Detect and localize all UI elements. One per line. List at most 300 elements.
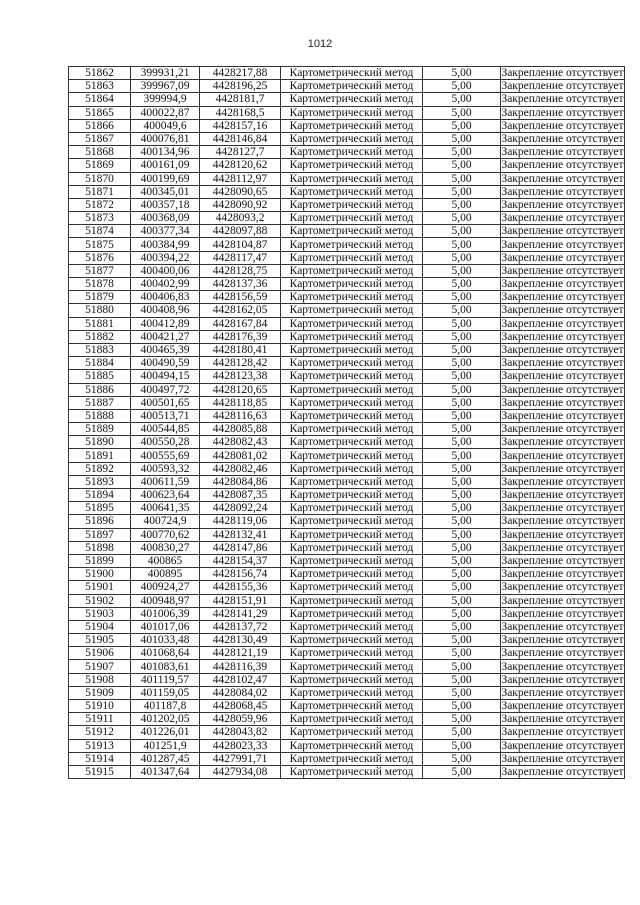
point-number-cell: 51874 (69, 225, 131, 238)
table-row (69, 317, 625, 330)
point-number-cell: 51868 (69, 146, 131, 159)
method-cell: Картометрический метод (281, 568, 423, 581)
fixation-note-cell: Закрепление отсутствует (501, 251, 624, 264)
method-cell: Картометрический метод (281, 700, 423, 713)
table-row (69, 581, 625, 594)
fixation-note-cell: Закрепление отсутствует (501, 620, 624, 633)
y-coordinate-cell: 4428120,62 (200, 159, 281, 172)
table-row (69, 436, 625, 449)
point-number-cell: 51887 (69, 396, 131, 409)
point-number-cell: 51872 (69, 198, 131, 211)
method-cell: Картометрический метод (281, 686, 423, 699)
accuracy-cell: 5,00 (423, 304, 501, 317)
x-coordinate-cell: 401083,61 (131, 660, 200, 673)
x-coordinate-cell: 400357,18 (131, 198, 200, 211)
accuracy-cell: 5,00 (423, 475, 501, 488)
y-coordinate-cell: 4428119,06 (200, 515, 281, 528)
x-coordinate-cell: 400550,28 (131, 436, 200, 449)
x-coordinate-cell: 400465,39 (131, 343, 200, 356)
y-coordinate-cell: 4428120,65 (200, 383, 281, 396)
method-cell: Картометрический метод (281, 93, 423, 106)
method-cell: Картометрический метод (281, 554, 423, 567)
fixation-note-cell: Закрепление отсутствует (501, 264, 624, 277)
table-row (69, 119, 625, 132)
fixation-note-cell: Закрепление отсутствует (501, 383, 624, 396)
table-row (69, 594, 625, 607)
table-row (69, 475, 625, 488)
method-cell: Картометрический метод (281, 489, 423, 502)
coordinates-table-body (69, 67, 625, 779)
x-coordinate-cell: 400948,97 (131, 594, 200, 607)
x-coordinate-cell: 399931,21 (131, 67, 200, 80)
x-coordinate-cell: 400641,35 (131, 502, 200, 515)
point-number-cell: 51913 (69, 739, 131, 752)
fixation-note-cell: Закрепление отсутствует (501, 330, 624, 343)
fixation-note-cell: Закрепление отсутствует (501, 146, 624, 159)
y-coordinate-cell: 4428082,46 (200, 462, 281, 475)
y-coordinate-cell: 4428116,63 (200, 409, 281, 422)
point-number-cell: 51915 (69, 765, 131, 778)
method-cell: Картометрический метод (281, 713, 423, 726)
accuracy-cell: 5,00 (423, 106, 501, 119)
point-number-cell: 51871 (69, 185, 131, 198)
accuracy-cell: 5,00 (423, 225, 501, 238)
accuracy-cell: 5,00 (423, 383, 501, 396)
fixation-note-cell: Закрепление отсутствует (501, 541, 624, 554)
point-number-cell: 51898 (69, 541, 131, 554)
method-cell: Картометрический метод (281, 634, 423, 647)
x-coordinate-cell: 400412,89 (131, 317, 200, 330)
accuracy-cell: 5,00 (423, 568, 501, 581)
accuracy-cell: 5,00 (423, 185, 501, 198)
fixation-note-cell: Закрепление отсутствует (501, 660, 624, 673)
point-number-cell: 51912 (69, 726, 131, 739)
x-coordinate-cell: 399994,9 (131, 93, 200, 106)
table-row (69, 67, 625, 80)
accuracy-cell: 5,00 (423, 752, 501, 765)
table-row (69, 607, 625, 620)
fixation-note-cell: Закрепление отсутствует (501, 489, 624, 502)
table-row (69, 357, 625, 370)
x-coordinate-cell: 401226,01 (131, 726, 200, 739)
method-cell: Картометрический метод (281, 765, 423, 778)
y-coordinate-cell: 4428085,88 (200, 423, 281, 436)
fixation-note-cell: Закрепление отсутствует (501, 436, 624, 449)
accuracy-cell: 5,00 (423, 251, 501, 264)
y-coordinate-cell: 4428154,37 (200, 554, 281, 567)
accuracy-cell: 5,00 (423, 700, 501, 713)
fixation-note-cell: Закрепление отсутствует (501, 752, 624, 765)
table-row (69, 80, 625, 93)
x-coordinate-cell: 400724,9 (131, 515, 200, 528)
y-coordinate-cell: 4428102,47 (200, 673, 281, 686)
fixation-note-cell: Закрепление отсутствует (501, 304, 624, 317)
y-coordinate-cell: 4428147,86 (200, 541, 281, 554)
y-coordinate-cell: 4428118,85 (200, 396, 281, 409)
point-number-cell: 51865 (69, 106, 131, 119)
point-number-cell: 51901 (69, 581, 131, 594)
point-number-cell: 51862 (69, 67, 131, 80)
x-coordinate-cell: 400611,59 (131, 475, 200, 488)
x-coordinate-cell: 400384,99 (131, 238, 200, 251)
table-row (69, 159, 625, 172)
table-row (69, 278, 625, 291)
accuracy-cell: 5,00 (423, 172, 501, 185)
point-number-cell: 51863 (69, 80, 131, 93)
method-cell: Картометрический метод (281, 330, 423, 343)
fixation-note-cell: Закрепление отсутствует (501, 594, 624, 607)
accuracy-cell: 5,00 (423, 541, 501, 554)
accuracy-cell: 5,00 (423, 396, 501, 409)
fixation-note-cell: Закрепление отсутствует (501, 185, 624, 198)
fixation-note-cell: Закрепление отсутствует (501, 67, 624, 80)
point-number-cell: 51882 (69, 330, 131, 343)
table-row (69, 212, 625, 225)
table-row (69, 647, 625, 660)
point-number-cell: 51878 (69, 278, 131, 291)
method-cell: Картометрический метод (281, 739, 423, 752)
method-cell: Картометрический метод (281, 409, 423, 422)
x-coordinate-cell: 400377,34 (131, 225, 200, 238)
point-number-cell: 51910 (69, 700, 131, 713)
table-row (69, 515, 625, 528)
point-number-cell: 51884 (69, 357, 131, 370)
point-number-cell: 51896 (69, 515, 131, 528)
y-coordinate-cell: 4428112,97 (200, 172, 281, 185)
y-coordinate-cell: 4428043,82 (200, 726, 281, 739)
point-number-cell: 51866 (69, 119, 131, 132)
x-coordinate-cell: 400400,06 (131, 264, 200, 277)
method-cell: Картометрический метод (281, 660, 423, 673)
x-coordinate-cell: 401287,45 (131, 752, 200, 765)
point-number-cell: 51902 (69, 594, 131, 607)
method-cell: Картометрический метод (281, 172, 423, 185)
point-number-cell: 51904 (69, 620, 131, 633)
fixation-note-cell: Закрепление отсутствует (501, 159, 624, 172)
accuracy-cell: 5,00 (423, 449, 501, 462)
table-row (69, 146, 625, 159)
point-number-cell: 51908 (69, 673, 131, 686)
point-number-cell: 51899 (69, 554, 131, 567)
y-coordinate-cell: 4428128,42 (200, 357, 281, 370)
x-coordinate-cell: 400770,62 (131, 528, 200, 541)
point-number-cell: 51895 (69, 502, 131, 515)
x-coordinate-cell: 401068,64 (131, 647, 200, 660)
method-cell: Картометрический метод (281, 541, 423, 554)
method-cell: Картометрический метод (281, 225, 423, 238)
y-coordinate-cell: 4428217,88 (200, 67, 281, 80)
point-number-cell: 51870 (69, 172, 131, 185)
y-coordinate-cell: 4428156,59 (200, 291, 281, 304)
accuracy-cell: 5,00 (423, 278, 501, 291)
fixation-note-cell: Закрепление отсутствует (501, 528, 624, 541)
fixation-note-cell: Закрепление отсутствует (501, 291, 624, 304)
y-coordinate-cell: 4428176,39 (200, 330, 281, 343)
x-coordinate-cell: 400623,64 (131, 489, 200, 502)
method-cell: Картометрический метод (281, 647, 423, 660)
x-coordinate-cell: 401187,8 (131, 700, 200, 713)
table-row (69, 568, 625, 581)
method-cell: Картометрический метод (281, 291, 423, 304)
point-number-cell: 51869 (69, 159, 131, 172)
x-coordinate-cell: 400865 (131, 554, 200, 567)
method-cell: Картометрический метод (281, 581, 423, 594)
point-number-cell: 51881 (69, 317, 131, 330)
y-coordinate-cell: 4428059,96 (200, 713, 281, 726)
x-coordinate-cell: 401119,57 (131, 673, 200, 686)
y-coordinate-cell: 4428151,91 (200, 594, 281, 607)
fixation-note-cell: Закрепление отсутствует (501, 370, 624, 383)
table-row (69, 264, 625, 277)
accuracy-cell: 5,00 (423, 291, 501, 304)
fixation-note-cell: Закрепление отсутствует (501, 568, 624, 581)
y-coordinate-cell: 4428104,87 (200, 238, 281, 251)
x-coordinate-cell: 400830,27 (131, 541, 200, 554)
table-row (69, 251, 625, 264)
method-cell: Картометрический метод (281, 212, 423, 225)
accuracy-cell: 5,00 (423, 357, 501, 370)
x-coordinate-cell: 400394,22 (131, 251, 200, 264)
point-number-cell: 51907 (69, 660, 131, 673)
table-row (69, 634, 625, 647)
accuracy-cell: 5,00 (423, 607, 501, 620)
fixation-note-cell: Закрепление отсутствует (501, 357, 624, 370)
table-row (69, 502, 625, 515)
point-number-cell: 51894 (69, 489, 131, 502)
x-coordinate-cell: 400593,32 (131, 462, 200, 475)
fixation-note-cell: Закрепление отсутствует (501, 396, 624, 409)
fixation-note-cell: Закрепление отсутствует (501, 739, 624, 752)
table-row (69, 93, 625, 106)
method-cell: Картометрический метод (281, 502, 423, 515)
accuracy-cell: 5,00 (423, 93, 501, 106)
accuracy-cell: 5,00 (423, 409, 501, 422)
point-number-cell: 51880 (69, 304, 131, 317)
accuracy-cell: 5,00 (423, 198, 501, 211)
accuracy-cell: 5,00 (423, 620, 501, 633)
fixation-note-cell: Закрепление отсутствует (501, 462, 624, 475)
y-coordinate-cell: 4428141,29 (200, 607, 281, 620)
table-row (69, 225, 625, 238)
accuracy-cell: 5,00 (423, 686, 501, 699)
y-coordinate-cell: 4428132,41 (200, 528, 281, 541)
accuracy-cell: 5,00 (423, 554, 501, 567)
method-cell: Картометрический метод (281, 528, 423, 541)
point-number-cell: 51877 (69, 264, 131, 277)
y-coordinate-cell: 4428157,16 (200, 119, 281, 132)
point-number-cell: 51883 (69, 343, 131, 356)
accuracy-cell: 5,00 (423, 436, 501, 449)
fixation-note-cell: Закрепление отсутствует (501, 238, 624, 251)
y-coordinate-cell: 4428180,41 (200, 343, 281, 356)
point-number-cell: 51903 (69, 607, 131, 620)
fixation-note-cell: Закрепление отсутствует (501, 581, 624, 594)
point-number-cell: 51873 (69, 212, 131, 225)
method-cell: Картометрический метод (281, 146, 423, 159)
accuracy-cell: 5,00 (423, 515, 501, 528)
fixation-note-cell: Закрепление отсутствует (501, 713, 624, 726)
x-coordinate-cell: 400408,96 (131, 304, 200, 317)
y-coordinate-cell: 4428162,05 (200, 304, 281, 317)
method-cell: Картометрический метод (281, 132, 423, 145)
fixation-note-cell: Закрепление отсутствует (501, 607, 624, 620)
x-coordinate-cell: 400368,09 (131, 212, 200, 225)
y-coordinate-cell: 4428117,47 (200, 251, 281, 264)
y-coordinate-cell: 4428121,19 (200, 647, 281, 660)
y-coordinate-cell: 4428084,86 (200, 475, 281, 488)
x-coordinate-cell: 400134,96 (131, 146, 200, 159)
point-number-cell: 51897 (69, 528, 131, 541)
table-row (69, 700, 625, 713)
fixation-note-cell: Закрепление отсутствует (501, 647, 624, 660)
method-cell: Картометрический метод (281, 607, 423, 620)
accuracy-cell: 5,00 (423, 726, 501, 739)
y-coordinate-cell: 4428168,5 (200, 106, 281, 119)
method-cell: Картометрический метод (281, 396, 423, 409)
y-coordinate-cell: 4428130,49 (200, 634, 281, 647)
fixation-note-cell: Закрепление отсутствует (501, 475, 624, 488)
y-coordinate-cell: 4428087,35 (200, 489, 281, 502)
method-cell: Картометрический метод (281, 475, 423, 488)
fixation-note-cell: Закрепление отсутствует (501, 80, 624, 93)
table-row (69, 462, 625, 475)
point-number-cell: 51906 (69, 647, 131, 660)
y-coordinate-cell: 4428097,88 (200, 225, 281, 238)
x-coordinate-cell: 400345,01 (131, 185, 200, 198)
fixation-note-cell: Закрепление отсутствует (501, 423, 624, 436)
table-row (69, 660, 625, 673)
x-coordinate-cell: 400490,59 (131, 357, 200, 370)
point-number-cell: 51892 (69, 462, 131, 475)
point-number-cell: 51889 (69, 423, 131, 436)
table-row (69, 238, 625, 251)
table-row (69, 528, 625, 541)
y-coordinate-cell: 4428090,92 (200, 198, 281, 211)
accuracy-cell: 5,00 (423, 647, 501, 660)
table-row (69, 726, 625, 739)
fixation-note-cell: Закрепление отсутствует (501, 449, 624, 462)
point-number-cell: 51886 (69, 383, 131, 396)
point-number-cell: 51891 (69, 449, 131, 462)
fixation-note-cell: Закрепление отсутствует (501, 93, 624, 106)
accuracy-cell: 5,00 (423, 489, 501, 502)
accuracy-cell: 5,00 (423, 370, 501, 383)
method-cell: Картометрический метод (281, 594, 423, 607)
x-coordinate-cell: 400076,81 (131, 132, 200, 145)
y-coordinate-cell: 4428068,45 (200, 700, 281, 713)
fixation-note-cell: Закрепление отсутствует (501, 555, 624, 568)
x-coordinate-cell: 400497,72 (131, 383, 200, 396)
y-coordinate-cell: 4428128,75 (200, 264, 281, 277)
point-number-cell: 51888 (69, 409, 131, 422)
table-row (69, 620, 625, 633)
x-coordinate-cell: 401202,05 (131, 713, 200, 726)
method-cell: Картометрический метод (281, 620, 423, 633)
method-cell: Картометрический метод (281, 449, 423, 462)
accuracy-cell: 5,00 (423, 119, 501, 132)
accuracy-cell: 5,00 (423, 765, 501, 778)
accuracy-cell: 5,00 (423, 581, 501, 594)
method-cell: Картометрический метод (281, 462, 423, 475)
x-coordinate-cell: 401017,06 (131, 620, 200, 633)
fixation-note-cell: Закрепление отсутствует (501, 172, 624, 185)
y-coordinate-cell: 4428082,43 (200, 436, 281, 449)
table-row (69, 132, 625, 145)
x-coordinate-cell: 400494,15 (131, 370, 200, 383)
x-coordinate-cell: 400501,65 (131, 396, 200, 409)
point-number-cell: 51909 (69, 686, 131, 699)
fixation-note-cell: Закрепление отсутствует (501, 198, 624, 211)
accuracy-cell: 5,00 (423, 594, 501, 607)
point-number-cell: 51867 (69, 132, 131, 145)
accuracy-cell: 5,00 (423, 343, 501, 356)
fixation-note-cell: Закрепление отсутствует (501, 673, 624, 686)
accuracy-cell: 5,00 (423, 502, 501, 515)
x-coordinate-cell: 401033,48 (131, 634, 200, 647)
y-coordinate-cell: 4427934,08 (200, 765, 281, 778)
x-coordinate-cell: 400544,85 (131, 423, 200, 436)
x-coordinate-cell: 401347,64 (131, 765, 200, 778)
table-row (69, 541, 625, 554)
accuracy-cell: 5,00 (423, 317, 501, 330)
x-coordinate-cell: 400199,69 (131, 172, 200, 185)
y-coordinate-cell: 4428155,36 (200, 581, 281, 594)
method-cell: Картометрический метод (281, 673, 423, 686)
accuracy-cell: 5,00 (423, 462, 501, 475)
table-row (69, 198, 625, 211)
accuracy-cell: 5,00 (423, 264, 501, 277)
point-number-cell: 51885 (69, 370, 131, 383)
accuracy-cell: 5,00 (423, 528, 501, 541)
fixation-note-cell: Закрепление отсутствует (501, 726, 624, 739)
accuracy-cell: 5,00 (423, 660, 501, 673)
fixation-note-cell: Закрепление отсутствует (501, 409, 624, 422)
method-cell: Картометрический метод (281, 436, 423, 449)
x-coordinate-cell: 401251,9 (131, 739, 200, 752)
accuracy-cell: 5,00 (423, 739, 501, 752)
point-number-cell: 51879 (69, 291, 131, 304)
method-cell: Картометрический метод (281, 264, 423, 277)
x-coordinate-cell: 400406,83 (131, 291, 200, 304)
y-coordinate-cell: 4428123,38 (200, 370, 281, 383)
method-cell: Картометрический метод (281, 357, 423, 370)
fixation-note-cell: Закрепление отсутствует (501, 686, 624, 699)
y-coordinate-cell: 4428090,65 (200, 185, 281, 198)
x-coordinate-cell: 400049,6 (131, 119, 200, 132)
method-cell: Картометрический метод (281, 383, 423, 396)
table-row (69, 489, 625, 502)
point-number-cell: 51890 (69, 436, 131, 449)
fixation-note-cell: Закрепление отсутствует (501, 225, 624, 238)
accuracy-cell: 5,00 (423, 238, 501, 251)
y-coordinate-cell: 4428137,36 (200, 278, 281, 291)
table-row (69, 304, 625, 317)
accuracy-cell: 5,00 (423, 330, 501, 343)
table-row (69, 172, 625, 185)
method-cell: Картометрический метод (281, 67, 423, 80)
table-row (69, 713, 625, 726)
page-number: 1012 (307, 38, 333, 50)
fixation-note-cell: Закрепление отсутствует (501, 766, 624, 779)
fixation-note-cell: Закрепление отсутствует (501, 700, 624, 713)
method-cell: Картометрический метод (281, 251, 423, 264)
point-number-cell: 51905 (69, 634, 131, 647)
x-coordinate-cell: 400402,99 (131, 278, 200, 291)
method-cell: Картометрический метод (281, 304, 423, 317)
fixation-note-cell: Закрепление отсутствует (501, 515, 624, 528)
table-row (69, 291, 625, 304)
table-row (69, 343, 625, 356)
